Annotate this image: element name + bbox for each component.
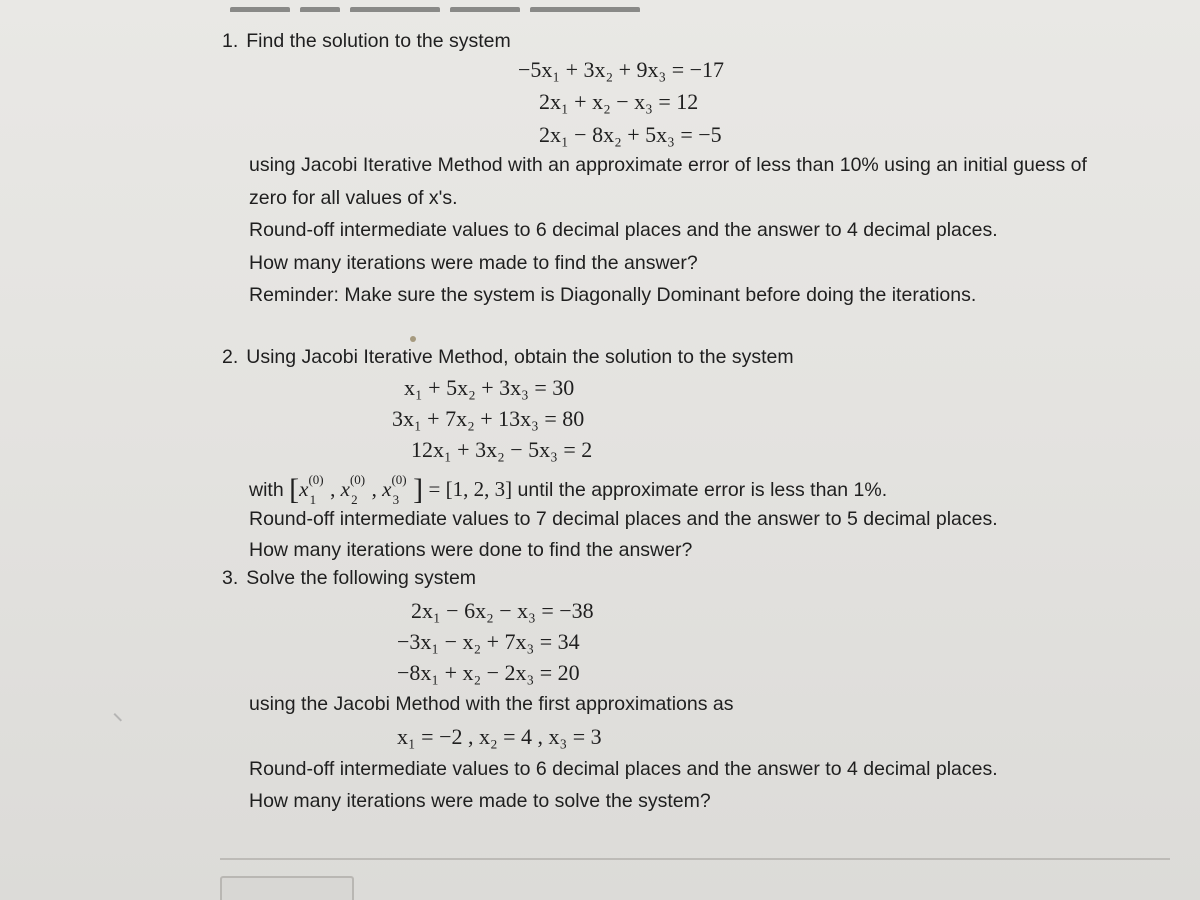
x1-initial-symbol: $x^{(0)}_1$ [299,472,324,508]
problem3-rounding-line: Round-off intermediate values to 6 decimal places and the answer to 4 decimal places. [249,758,998,780]
problem3-intro: Solve the following system [246,567,477,589]
right-bracket: ] [413,473,424,506]
problem1-question-line: How many iterations were made to find the answer? [249,252,698,274]
comma-separator: , [330,477,341,501]
left-bracket: [ [289,473,300,506]
problem3-question-line: How many iterations were made to solve the system? [249,790,711,812]
problem1-number: 1. [222,30,239,52]
problem2-intro: Using Jacobi Iterative Method, obtain the solution to the system [246,346,794,368]
problem3-approximations: x₁ = −2 , x₂ = 4 , x₃ = 3 [397,724,602,749]
page-bottom-tab [220,876,354,900]
problem2-number: 2. [222,346,239,368]
problem3-equation-3: −8x₁ + x₂ − 2x₃ = 20 [397,660,580,685]
page-edge-rule [220,858,1170,860]
problem2-rounding-line: Round-off intermediate values to 7 decimal places and the answer to 5 decimal places. [249,508,998,530]
problem1-reminder-line: Reminder: Make sure the system is Diagonally Dominant before doing the iterations. [249,284,977,306]
problem2-question-line: How many iterations were done to find the answer? [249,539,693,561]
problem2-equation-1: x₁ + 5x₂ + 3x₃ = 30 [404,375,575,400]
margin-mark [114,705,131,722]
problem2-heading [222,345,794,369]
problem2-stop-criterion: until the approximate error is less than 1%. [517,479,888,501]
problem1-intro: Find the solution to the system [246,30,511,52]
problem3-equation-1: 2x₁ − 6x₂ − x₃ = −38 [411,598,594,623]
problem2-equation-3: 12x₁ + 3x₂ − 5x₃ = 2 [411,437,593,462]
problem2-equation-2: 3x₁ + 7x₂ + 13x₃ = 80 [392,406,585,431]
problem1-equation-1: −5x₁ + 3x₂ + 9x₃ = −17 [518,57,725,82]
problem2-initial-line [249,472,887,509]
comma-separator: , [371,477,383,501]
problem1-rounding-line: Round-off intermediate values to 6 decimal places and the answer to 4 decimal places. [249,219,998,241]
pen-mark [410,336,416,342]
problem1-guess-line: zero for all values of x's. [249,187,458,209]
problem1-equation-3: 2x₁ − 8x₂ + 5x₃ = −5 [539,122,722,147]
problem2-with-label: with [249,479,284,501]
problem3-heading [222,566,476,590]
problem1-equation-2: 2x₁ + x₂ − x₃ = 12 [539,89,699,114]
problem1-method-line: using Jacobi Iterative Method with an approximate error of less than 10% using an initial guess of [249,154,1087,176]
problem1-heading [222,29,511,53]
problem2-initial-vector: = [1, 2, 3] [428,477,513,501]
problem3-number: 3. [222,567,239,589]
x2-initial-symbol: $x^{(0)}_2$ [340,472,366,508]
problem3-method-line: using the Jacobi Method with the first approximations as [249,693,734,715]
cropped-heading-strip [230,0,750,12]
x3-initial-symbol: $x^{(0)}_3$ [382,472,407,508]
problem3-equation-2: −3x₁ − x₂ + 7x₃ = 34 [397,629,580,654]
